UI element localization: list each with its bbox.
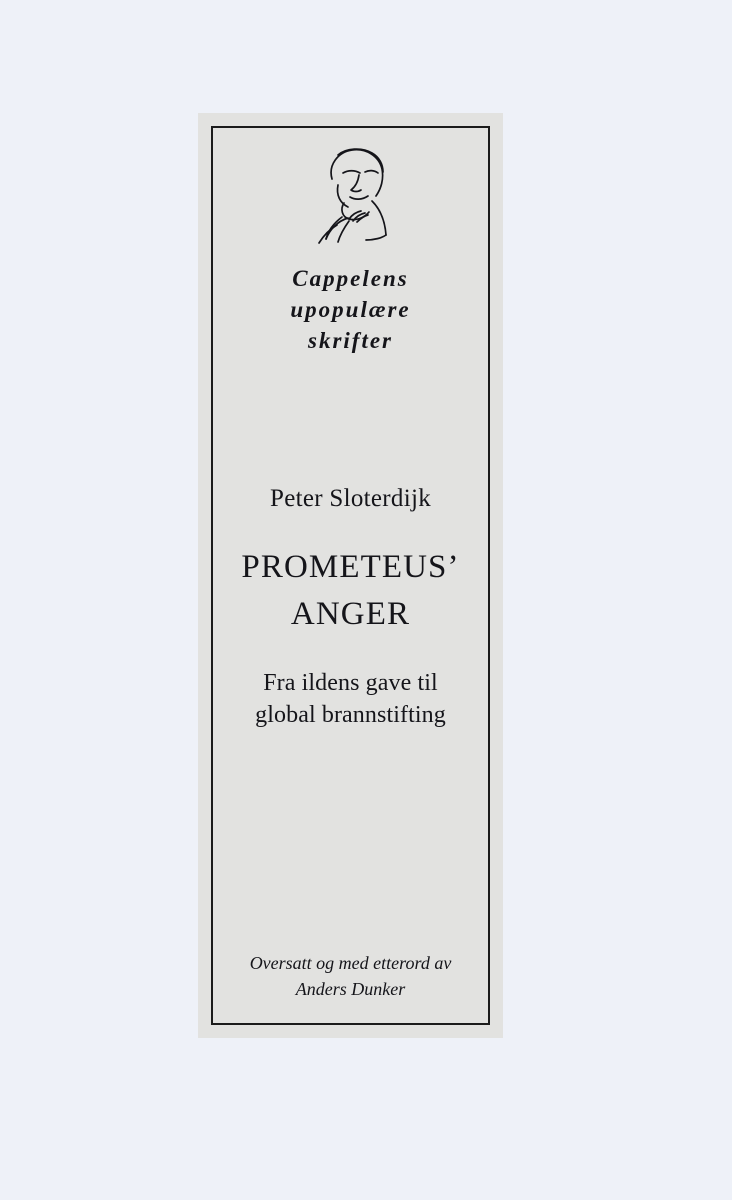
imprint-name	[290, 263, 410, 356]
author-name: Peter Sloterdijk	[269, 485, 432, 513]
book-subtitle-line-1: Fra ildens gave til	[263, 669, 438, 696]
book-title-line-2: ANGER	[290, 596, 411, 632]
imprint-line-1: Cappelens	[292, 266, 409, 291]
imprint-line-2: upopulære	[290, 297, 411, 323]
translator-credit-line-1: Oversatt og med etterord av	[249, 952, 452, 973]
book-subtitle	[198, 668, 503, 732]
book-cover	[198, 113, 503, 1038]
book-subtitle-line-2: global brannstifting	[255, 701, 446, 728]
imprint-line-3: skrifter	[308, 328, 393, 354]
cover-content	[198, 113, 503, 1038]
translator-credit	[198, 950, 503, 1002]
book-title-line-1: PROMETEUS’	[241, 549, 460, 586]
translator-credit-line-2: Anders Dunker	[295, 978, 406, 999]
thinking-figure-icon	[286, 139, 416, 255]
book-title	[198, 544, 503, 638]
title-block	[198, 484, 503, 732]
